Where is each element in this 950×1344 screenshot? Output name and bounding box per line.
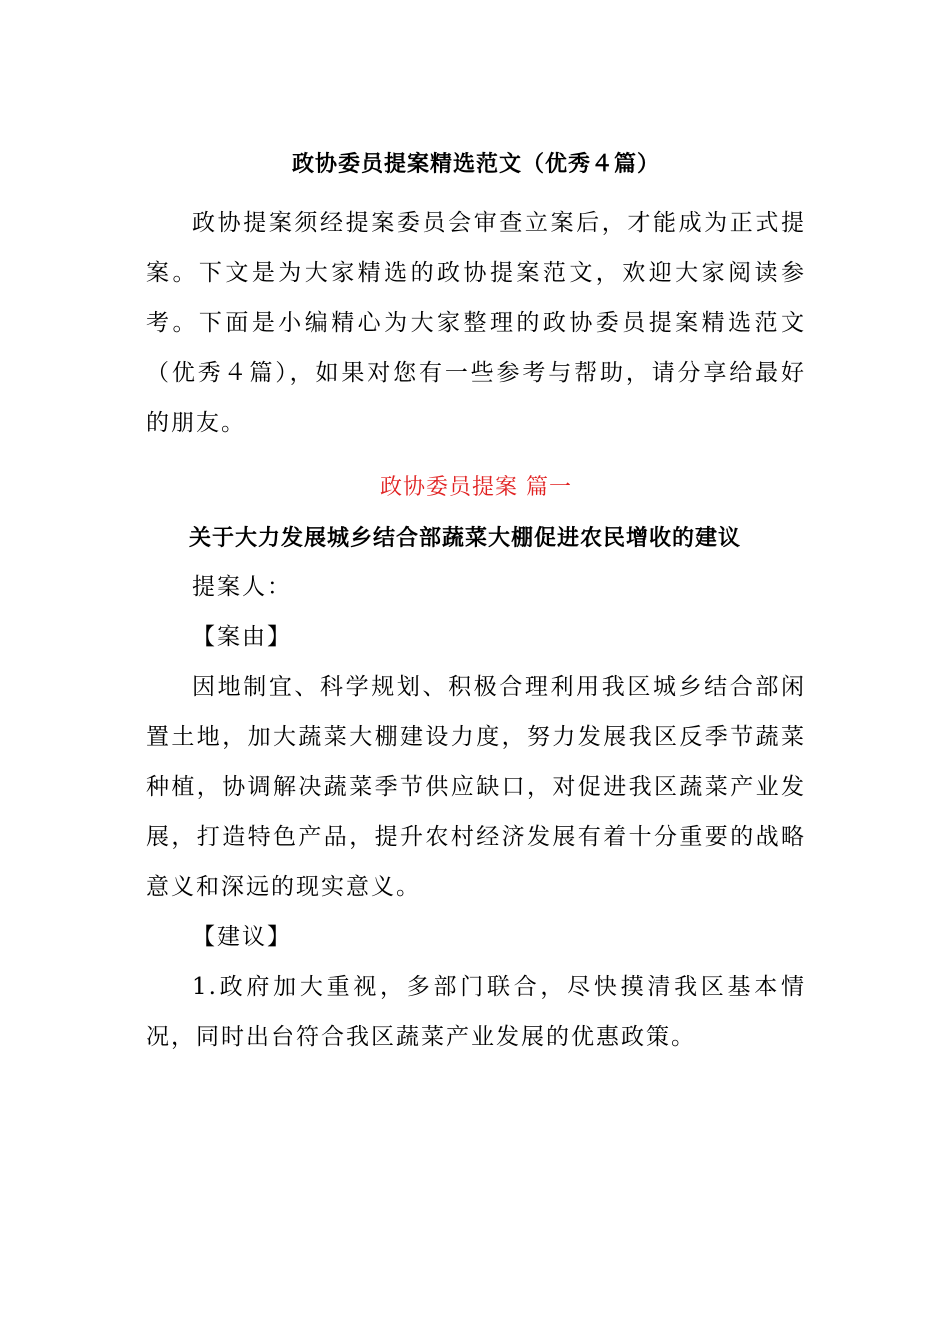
intro-paragraph: 政协提案须经提案委员会审查立案后，才能成为正式提案。下文是为大家精选的政协提案范文，欢迎大家阅读参考。下面是小编精心为大家整理的政协委员提案精选范文（优秀４篇），如果对您有一些参考与帮助，请分享给最好的朋友。 bbox=[146, 210, 806, 436]
reason-heading: 【案由】 bbox=[192, 624, 292, 650]
document-content bbox=[146, 142, 806, 1062]
proposer-label: 提案人： bbox=[192, 574, 292, 600]
suggestion-heading: 【建议】 bbox=[192, 924, 292, 950]
section-heading: 政协委员提案 篇一 bbox=[380, 475, 572, 500]
reason-paragraph: 因地制宜、科学规划、积极合理利用我区城乡结合部闲置土地，加大蔬菜大棚建设力度，努力发展我区反季节蔬菜种植，协调解决蔬菜季节供应缺口，对促进我区蔬菜产业发展，打造特色产品，提升农村经济发展有着十分重要的战略意义和深远的现实意义。 bbox=[146, 674, 806, 900]
proposal-title: 关于大力发展城乡结合部蔬菜大棚促进农民增收的建议 bbox=[188, 525, 741, 551]
document-title: 政协委员提案精选范文（优秀４篇） bbox=[291, 151, 660, 177]
suggestion-item-1: 1.政府加大重视，多部门联合，尽快摸清我区基本情况，同时出台符合我区蔬菜产业发展的优惠政策。 bbox=[146, 974, 806, 1050]
